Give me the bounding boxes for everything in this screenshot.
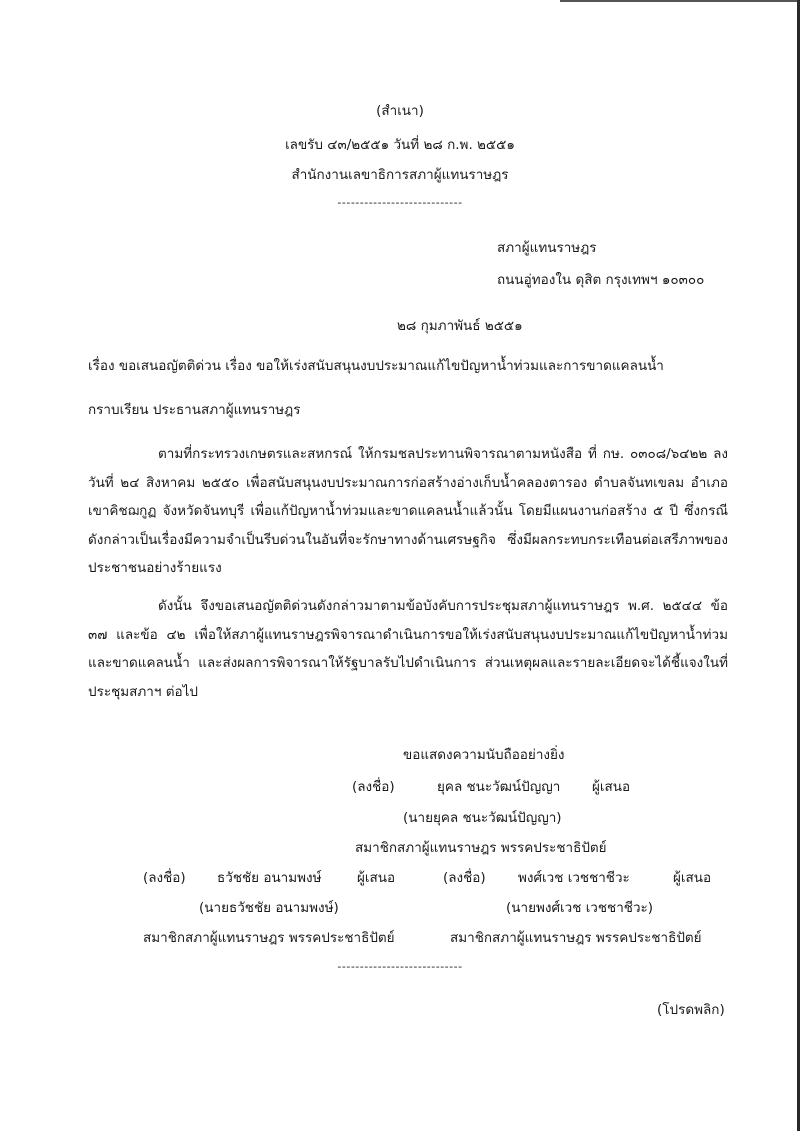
- main-printed-name: (นายยุคล ชนะวัฒน์ปัญญา): [403, 810, 562, 826]
- letter-date: ๒๘ กุมภาพันธ์ ๒๕๕๑: [397, 318, 523, 334]
- copy-mark: (สำเนา): [376, 103, 424, 119]
- header-separator: ----------------------------: [337, 196, 463, 209]
- main-sign-label: (ลงชื่อ): [352, 779, 395, 795]
- left-role: ผู้เสนอ: [357, 870, 396, 886]
- office-name: สำนักงานเลขาธิการสภาผู้แทนราษฎร: [291, 167, 509, 183]
- address-line-1: สภาผู้แทนราษฎร: [497, 240, 597, 256]
- turn-page-note: (โปรดพลิก): [657, 1002, 725, 1018]
- address-line-2: ถนนอู่ทองใน ดุสิต กรุงเทพฯ ๑๐๓๐๐: [497, 272, 705, 288]
- left-printed-name: (นายธวัชชัย อนามพงษ์): [199, 900, 339, 916]
- right-printed-name: (นายพงศ์เวช เวชชาชีวะ): [506, 900, 654, 916]
- main-position: สมาชิกสภาผู้แทนราษฎร พรรคประชาธิปัตย์: [355, 840, 607, 856]
- scan-edge-top: [560, 0, 800, 2]
- subject-line: เรื่อง ขอเสนอญัตติด่วน เรื่อง ขอให้เร่งสนับสนุนงบประมาณแก้ไขปัญหาน้ำท่วมและการขาดแคลนน้ำ: [88, 358, 664, 374]
- main-signature: ยุคล ชนะวัฒน์ปัญญา: [437, 779, 561, 795]
- body-paragraph-2: ดังนั้น จึงขอเสนอญัตติด่วนดังกล่าวมาตามข้อบังคับการประชุมสภาผู้แทนราษฎร พ.ศ. ๒๕๔๔ ข้อ ๓๗ และข้อ ๔๒ เพื่อให้สภาผู้แทนราษฎรพิจารณาดำเนินการขอให้เร่งสนับสนุนงบประมาณแก้ไขปัญหาน้ำท่วมและขาดแคลนน้ำ และส่งผลการพิจารณาให้รัฐบาลรับไปดำเนินการ ส่วนเหตุผลและรายละเอียดจะได้ชี้แจงในที่ประชุมสภาฯ ต่อไป: [88, 598, 728, 700]
- body-paragraph-1: ตามที่กระทรวงเกษตรและสหกรณ์ ให้กรมชลประทานพิจารณาตามหนังสือ ที่ กษ. ๐๓๐๘/๖๔๒๒ ลงวันที่ ๒๔ สิงหาคม ๒๕๕๐ เพื่อสนับสนุนงบประมาณการก่อสร้างอ่างเก็บน้ำคลองตารอง ตำบลจันทเขลม อำเภอเขาคิชฌกูฏ จังหวัดจันทบุรี เพื่อแก้ปัญหาน้ำท่วมและขาดแคลนน้ำแล้วนั้น โดยมีแผนงานก่อสร้าง ๕ ปี ซึ่งกรณีดังกล่าวเป็นเรื่องมีความจำเป็นรีบด่วนในอันที่จะรักษาทางด้านเศรษฐกิจ ซึ่งมีผลกระทบกระเทือนต่อเสรีภาพของประชาชนอย่างร้ายแรง: [88, 446, 728, 576]
- left-sign-label: (ลงชื่อ): [143, 870, 186, 886]
- received-number: เลขรับ ๔๓/๒๕๕๑ วันที่ ๒๘ ก.พ. ๒๕๕๑: [285, 137, 515, 153]
- closing: ขอแสดงความนับถืออย่างยิ่ง: [403, 747, 565, 763]
- salutation: กราบเรียน ประธานสภาผู้แทนราษฎร: [88, 402, 301, 418]
- left-signature: ธวัชชัย อนามพงษ์: [217, 870, 322, 886]
- footer-separator: ----------------------------: [337, 960, 463, 973]
- main-role: ผู้เสนอ: [592, 779, 631, 795]
- right-sign-label: (ลงชื่อ): [443, 870, 486, 886]
- left-position: สมาชิกสภาผู้แทนราษฎร พรรคประชาธิปัตย์: [143, 930, 395, 946]
- right-role: ผู้เสนอ: [673, 870, 712, 886]
- right-position: สมาชิกสภาผู้แทนราษฎร พรรคประชาธิปัตย์: [450, 930, 702, 946]
- right-signature: พงศ์เวช เวชชาชีวะ: [518, 870, 630, 886]
